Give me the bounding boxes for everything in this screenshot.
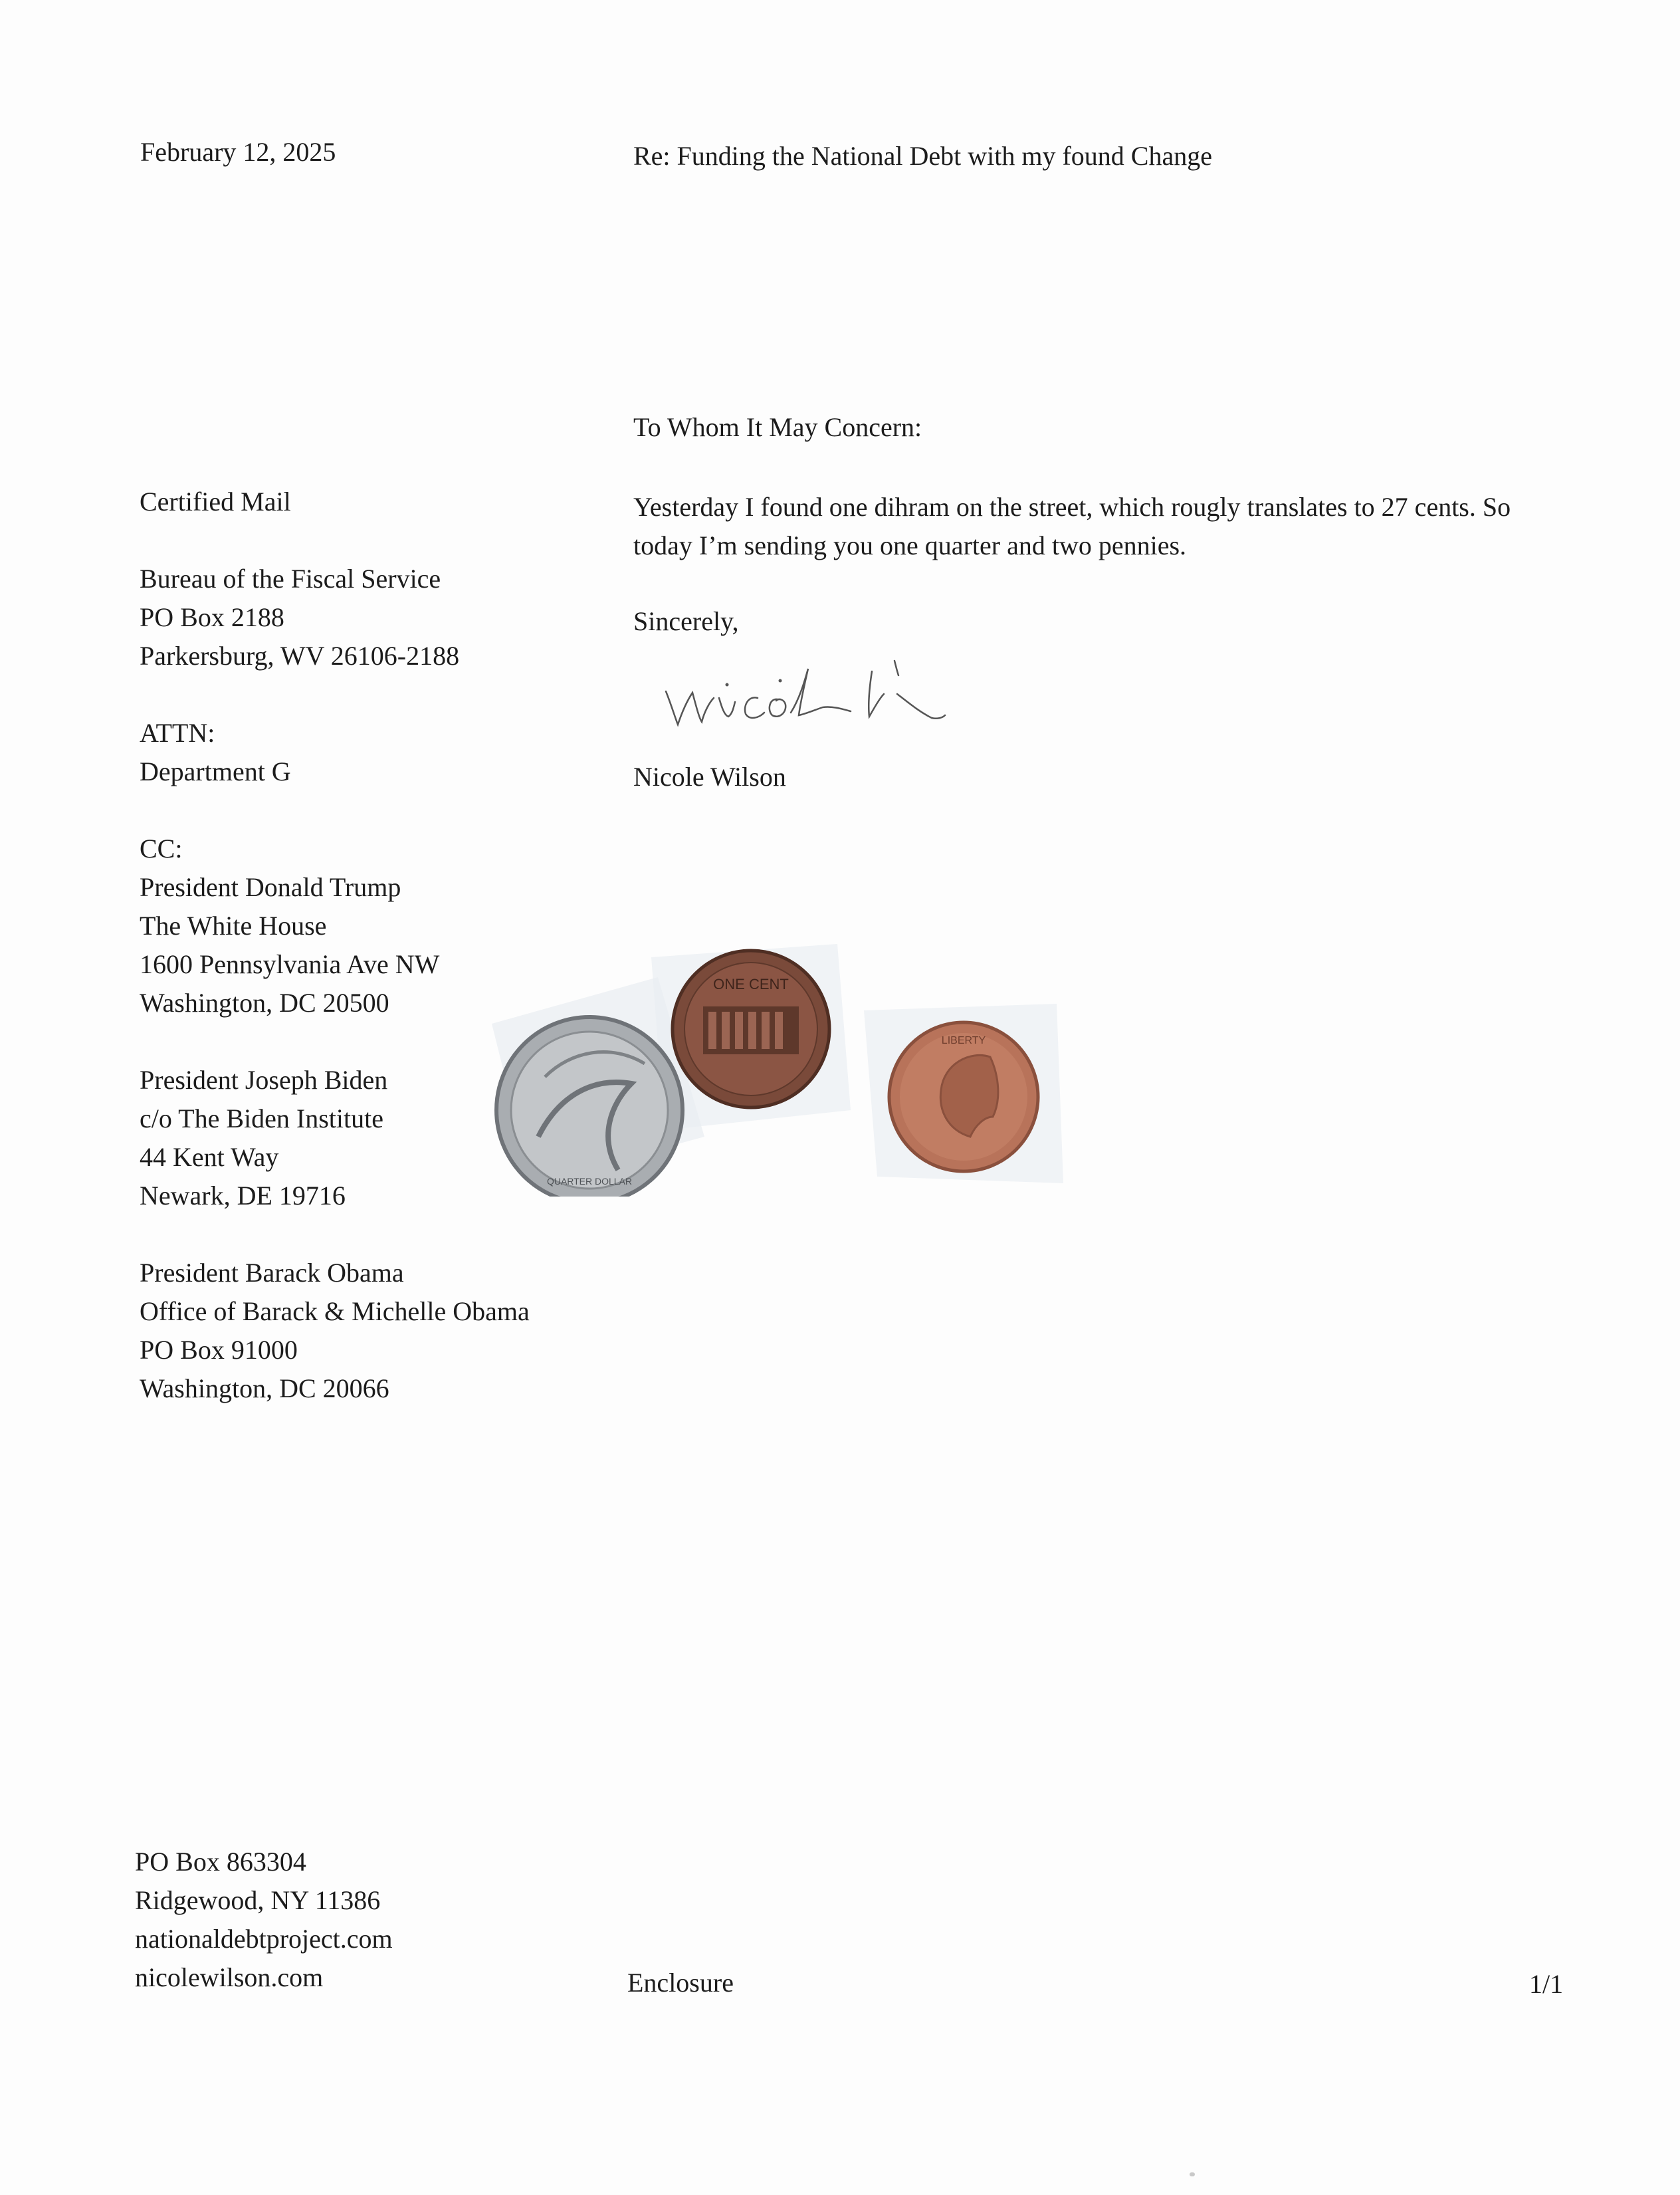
address-line: The White House <box>140 911 327 941</box>
address-line: Parkersburg, WV 26106-2188 <box>140 641 460 671</box>
address-line: c/o The Biden Institute <box>140 1103 383 1133</box>
address-line: Office of Barack & Michelle Obama <box>140 1296 530 1326</box>
address-line: Bureau of the Fiscal Service <box>140 564 441 594</box>
footer-line: PO Box 863304 <box>135 1847 306 1877</box>
address-line: President Barack Obama <box>140 1258 404 1288</box>
enclosure-note: Enclosure <box>627 1968 734 1998</box>
letter-date: February 12, 2025 <box>140 137 336 167</box>
cc-label: CC: <box>140 834 183 864</box>
letter-body: Yesterday I found one dihram on the street, which rougly translates to 27 cents. So today I’m sending you one quarter and two pennies. <box>633 492 1511 560</box>
signer-name: Nicole Wilson <box>633 762 786 792</box>
address-line: President Donald Trump <box>140 872 401 902</box>
scan-speck <box>1190 2172 1195 2176</box>
mail-type: Certified Mail <box>140 487 291 517</box>
cc-recipient <box>140 1254 530 1408</box>
penny-front-coin <box>889 1022 1038 1171</box>
attn-label: ATTN: <box>140 718 215 748</box>
page-number: 1/1 <box>1529 1969 1564 1999</box>
subject-line: Re: Funding the National Debt with my found Change <box>633 141 1212 171</box>
quarter-coin <box>496 1017 682 1197</box>
primary-recipient <box>140 560 530 675</box>
footer-line: nationaldebtproject.com <box>135 1924 393 1954</box>
coins-image <box>465 917 1077 1197</box>
address-line: Washington, DC 20066 <box>140 1373 389 1403</box>
penny-back-text: ONE CENT <box>713 976 789 992</box>
salutation: To Whom It May Concern: <box>633 412 922 442</box>
attn-value: Department G <box>140 756 291 786</box>
attention-block <box>140 714 530 791</box>
closing: Sincerely, <box>633 606 739 636</box>
footer-line: Ridgewood, NY 11386 <box>135 1885 381 1915</box>
address-line: PO Box 91000 <box>140 1335 298 1365</box>
address-line: 44 Kent Way <box>140 1142 279 1172</box>
address-line: PO Box 2188 <box>140 602 284 632</box>
address-line: 1600 Pennsylvania Ave NW <box>140 949 440 979</box>
address-line: Washington, DC 20500 <box>140 988 389 1018</box>
quarter-text: QUARTER DOLLAR <box>546 1176 633 1187</box>
sender-footer <box>135 1843 393 1997</box>
penny-back-coin <box>673 951 829 1107</box>
penny-front-text: LIBERTY <box>941 1035 986 1046</box>
signature-image <box>658 651 950 745</box>
footer-line: nicolewilson.com <box>135 1962 324 1992</box>
address-line: President Joseph Biden <box>140 1065 388 1095</box>
address-line: Newark, DE 19716 <box>140 1181 346 1211</box>
